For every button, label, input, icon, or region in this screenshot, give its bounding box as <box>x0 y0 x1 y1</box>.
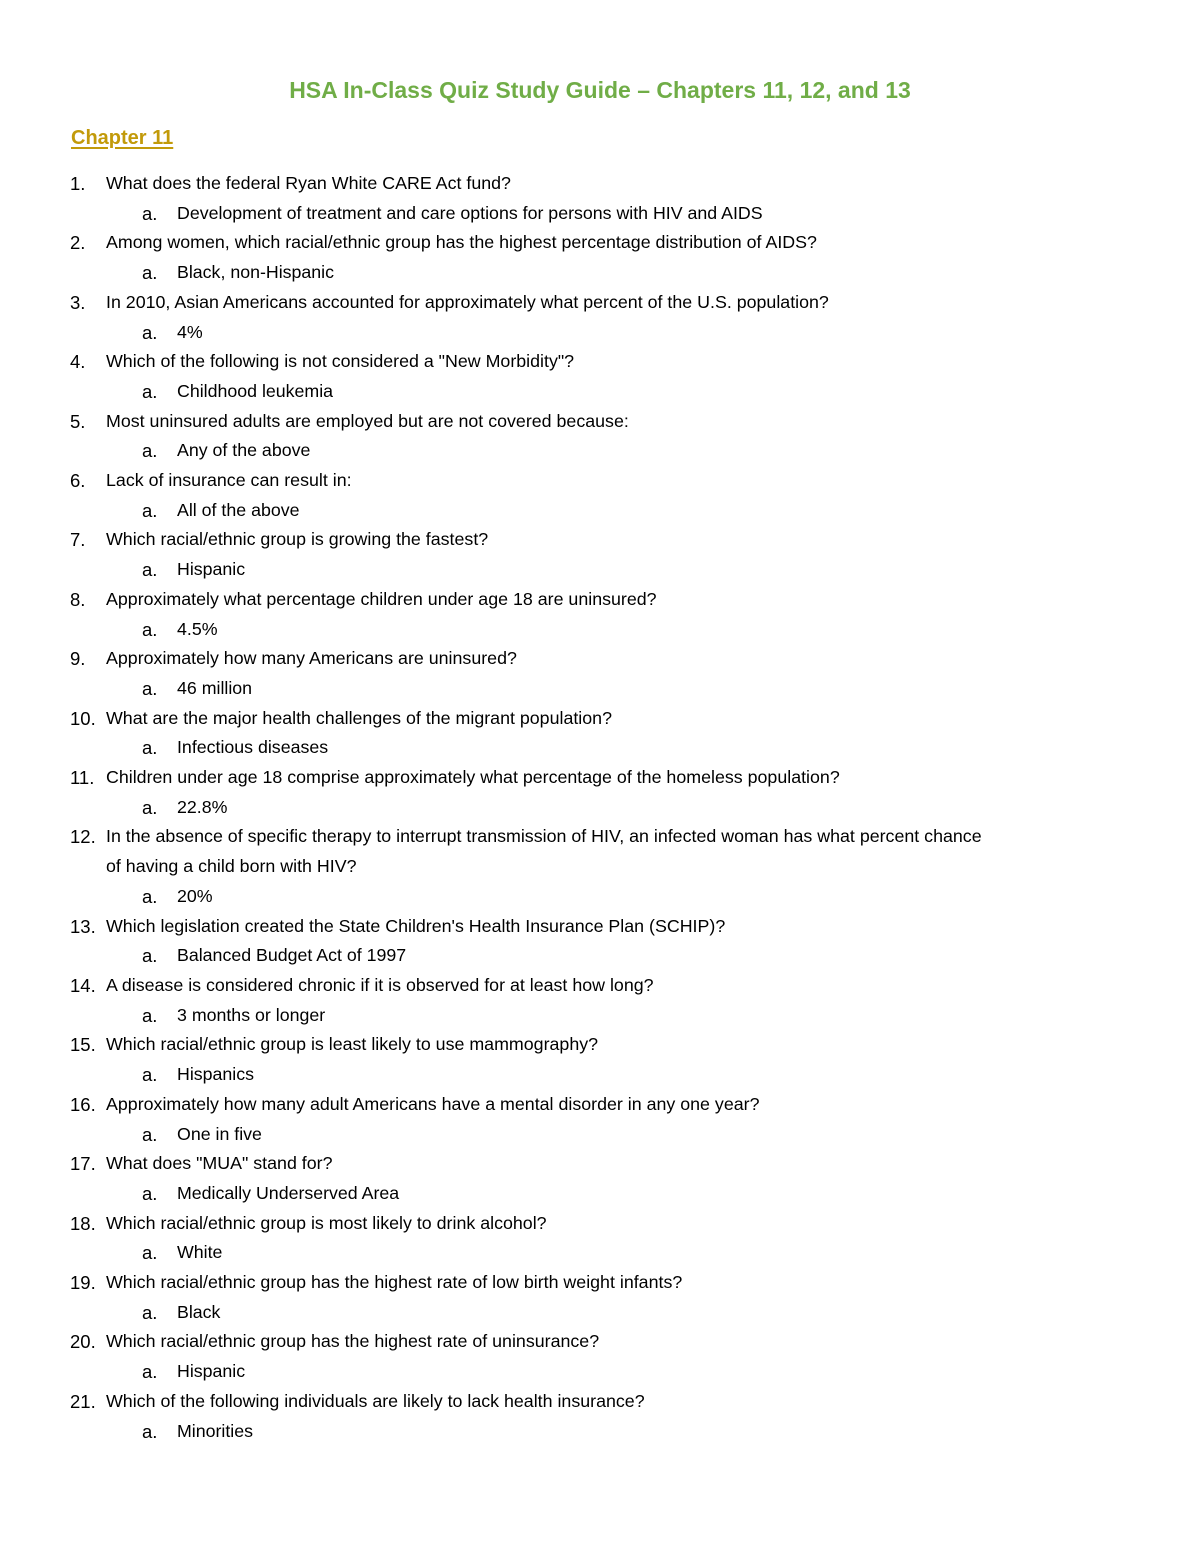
question-number: 10. <box>70 707 96 729</box>
question-text: Most uninsured adults are employed but are not covered because: <box>106 410 629 431</box>
question-item <box>0 407 1200 466</box>
answer-line <box>0 496 1200 526</box>
answer-letter: a. <box>142 618 158 640</box>
answer-text: Hispanic <box>177 559 246 580</box>
question-number: 7. <box>70 529 86 551</box>
answer-text: One in five <box>177 1123 262 1144</box>
question-text: Which racial/ethnic group has the highest rate of uninsurance? <box>106 1331 600 1352</box>
question-number: 8. <box>70 588 86 610</box>
question-line <box>0 288 1200 318</box>
question-line <box>0 644 1200 674</box>
question-item <box>0 1209 1200 1268</box>
answer-letter: a. <box>142 1301 158 1323</box>
question-number: 5. <box>70 410 86 432</box>
question-line <box>0 1209 1200 1239</box>
answer-line <box>0 1120 1200 1150</box>
question-text: Which of the following individuals are likely to lack health insurance? <box>106 1390 645 1411</box>
question-number: 17. <box>70 1153 96 1175</box>
question-line <box>0 912 1200 942</box>
question-text: of having a child born with HIV? <box>106 856 357 877</box>
answer-line <box>0 615 1200 645</box>
question-line <box>0 169 1200 199</box>
question-item <box>0 822 1200 911</box>
question-line <box>0 347 1200 377</box>
question-number: 1. <box>70 173 86 194</box>
answer-text: Childhood leukemia <box>177 380 334 401</box>
question-number: 21. <box>70 1390 96 1412</box>
question-number: 2. <box>70 232 86 254</box>
question-number: 4. <box>70 351 86 373</box>
question-line <box>0 1090 1200 1120</box>
answer-letter: a. <box>142 1361 158 1383</box>
answer-letter: a. <box>142 202 158 224</box>
answer-line <box>0 318 1200 348</box>
question-item <box>0 347 1200 406</box>
answer-text: Hispanic <box>177 1361 246 1382</box>
question-item <box>0 644 1200 703</box>
answer-letter: a. <box>142 677 158 699</box>
answer-letter: a. <box>142 945 158 967</box>
question-line <box>0 763 1200 793</box>
question-item <box>0 1030 1200 1089</box>
answer-text: All of the above <box>177 499 300 520</box>
question-number: 11. <box>70 767 95 789</box>
question-text: In 2010, Asian Americans accounted for approximately what percent of the U.S. population? <box>106 291 829 312</box>
answer-letter: a. <box>142 1004 158 1026</box>
answer-text: 4% <box>177 321 203 342</box>
question-number: 9. <box>70 648 86 670</box>
question-item <box>0 704 1200 763</box>
question-text: What does "MUA" stand for? <box>106 1153 333 1174</box>
answer-letter: a. <box>142 885 158 907</box>
answer-text: Infectious diseases <box>177 737 329 758</box>
answer-line <box>0 941 1200 971</box>
question-text: Approximately what percentage children under age 18 are uninsured? <box>106 588 657 609</box>
question-line <box>0 852 1200 882</box>
answer-text: 20% <box>177 885 213 906</box>
question-text: Which racial/ethnic group is least likely to use mammography? <box>106 1034 599 1055</box>
answer-line <box>0 1298 1200 1328</box>
question-item <box>0 228 1200 287</box>
question-item <box>0 585 1200 644</box>
answer-letter: a. <box>142 499 158 521</box>
answer-text: White <box>177 1242 223 1263</box>
answer-text: Balanced Budget Act of 1997 <box>177 945 407 966</box>
question-text: A disease is considered chronic if it is observed for at least how long? <box>106 974 654 995</box>
answer-line <box>0 555 1200 585</box>
question-number: 18. <box>70 1212 96 1234</box>
answer-line <box>0 1060 1200 1090</box>
question-number: 15. <box>70 1034 96 1056</box>
answer-line <box>0 1179 1200 1209</box>
answer-letter: a. <box>142 559 158 581</box>
question-list <box>0 169 1200 1446</box>
answer-text: 22.8% <box>177 796 228 817</box>
answer-text: 4.5% <box>177 618 218 639</box>
answer-line <box>0 1417 1200 1447</box>
question-line <box>0 466 1200 496</box>
question-item <box>0 971 1200 1030</box>
answer-letter: a. <box>142 440 158 462</box>
question-text: What are the major health challenges of the migrant population? <box>106 707 612 728</box>
answer-line <box>0 436 1200 466</box>
question-line <box>0 1149 1200 1179</box>
question-text: Approximately how many adult Americans have a mental disorder in any one year? <box>106 1093 760 1114</box>
question-item <box>0 466 1200 525</box>
question-text: Lack of insurance can result in: <box>106 470 352 491</box>
answer-letter: a. <box>142 262 158 284</box>
question-item <box>0 1090 1200 1149</box>
answer-line <box>0 377 1200 407</box>
question-item <box>0 1149 1200 1208</box>
answer-letter: a. <box>142 737 158 759</box>
answer-line <box>0 258 1200 288</box>
answer-line <box>0 674 1200 704</box>
answer-line <box>0 1001 1200 1031</box>
question-text: What does the federal Ryan White CARE Act fund? <box>106 173 511 193</box>
document-title: HSA In-Class Quiz Study Guide – Chapters 11, 12, and 13 <box>289 77 911 103</box>
answer-text: 3 months or longer <box>177 1004 326 1025</box>
answer-line <box>0 1238 1200 1268</box>
question-line <box>0 971 1200 1001</box>
answer-text: Hispanics <box>177 1064 255 1085</box>
question-line <box>0 1327 1200 1357</box>
question-item <box>0 1387 1200 1446</box>
question-number: 16. <box>70 1093 96 1115</box>
question-item <box>0 288 1200 347</box>
question-number: 12. <box>70 826 96 848</box>
question-text: Children under age 18 comprise approximately what percentage of the homeless population? <box>106 767 840 788</box>
answer-text: Development of treatment and care options for persons with HIV and AIDS <box>177 202 763 223</box>
question-line <box>0 1387 1200 1417</box>
question-line <box>0 1268 1200 1298</box>
question-number: 19. <box>70 1272 96 1294</box>
question-line <box>0 525 1200 555</box>
answer-text: Black, non-Hispanic <box>177 262 335 283</box>
answer-letter: a. <box>142 1242 158 1264</box>
question-item <box>0 169 1200 228</box>
question-line <box>0 704 1200 734</box>
question-number: 14. <box>70 974 96 996</box>
question-line <box>0 228 1200 258</box>
answer-letter: a. <box>142 1182 158 1204</box>
question-text: In the absence of specific therapy to interrupt transmission of HIV, an infected woman has what percent chance <box>106 826 982 847</box>
question-number: 13. <box>70 915 96 937</box>
question-line <box>0 822 1200 852</box>
question-text: Among women, which racial/ethnic group has the highest percentage distribution of AIDS? <box>106 232 817 253</box>
answer-text: Medically Underserved Area <box>177 1182 400 1203</box>
answer-line <box>0 733 1200 763</box>
question-item <box>0 1268 1200 1327</box>
question-text: Which racial/ethnic group is growing the fastest? <box>106 529 489 550</box>
question-number: 3. <box>70 291 86 313</box>
question-text: Which of the following is not considered a "New Morbidity"? <box>106 351 575 372</box>
answer-letter: a. <box>142 380 158 402</box>
question-item <box>0 1327 1200 1386</box>
answer-line <box>0 199 1200 229</box>
answer-line <box>0 882 1200 912</box>
question-number: 20. <box>70 1331 96 1353</box>
answer-line <box>0 1357 1200 1387</box>
question-text: Approximately how many Americans are uninsured? <box>106 648 517 669</box>
answer-letter: a. <box>142 796 158 818</box>
answer-text: Black <box>177 1301 221 1322</box>
answer-letter: a. <box>142 321 158 343</box>
answer-letter: a. <box>142 1064 158 1086</box>
question-item <box>0 525 1200 584</box>
question-item <box>0 912 1200 971</box>
question-number: 6. <box>70 470 86 492</box>
answer-text: Minorities <box>177 1420 254 1441</box>
chapter-heading: Chapter 11 <box>71 127 174 149</box>
question-line <box>0 407 1200 437</box>
question-line <box>0 1030 1200 1060</box>
question-text: Which racial/ethnic group is most likely to drink alcohol? <box>106 1212 547 1233</box>
question-item <box>0 763 1200 822</box>
answer-text: Any of the above <box>177 440 311 461</box>
answer-text: 46 million <box>177 677 253 698</box>
question-text: Which legislation created the State Children's Health Insurance Plan (SCHIP)? <box>106 915 726 936</box>
question-line <box>0 585 1200 615</box>
question-text: Which racial/ethnic group has the highest rate of low birth weight infants? <box>106 1272 683 1293</box>
answer-line <box>0 793 1200 823</box>
answer-letter: a. <box>142 1123 158 1145</box>
answer-letter: a. <box>142 1420 158 1442</box>
